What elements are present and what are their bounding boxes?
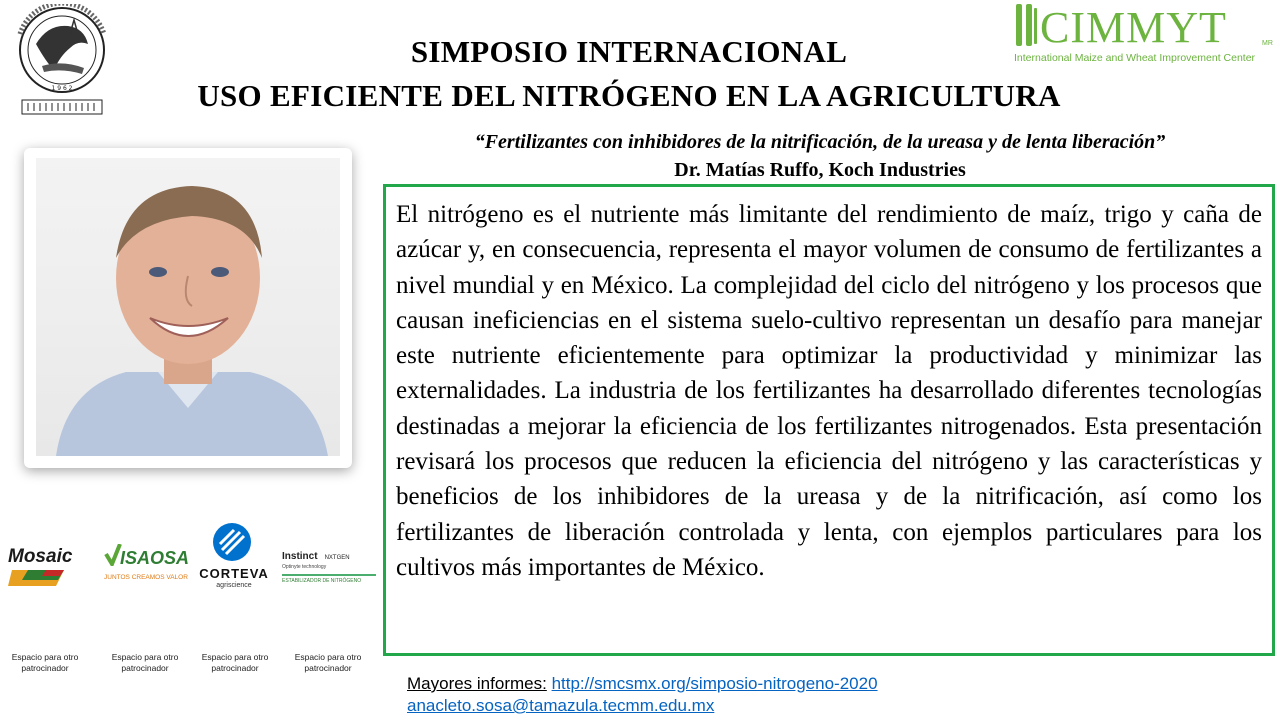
sponsor-corteva-logo bbox=[194, 522, 274, 592]
mosaic-stripes-icon bbox=[8, 568, 88, 588]
abstract-box bbox=[383, 184, 1275, 656]
instinct-badge: NXTGEN bbox=[324, 555, 350, 561]
title-line-2: USO EFICIENTE DEL NITRÓGENO EN LA AGRICULTURA bbox=[197, 78, 1061, 113]
cimmyt-registered-mark: MR bbox=[1262, 40, 1273, 47]
wheat-icon bbox=[1012, 2, 1040, 48]
sponsor-isaosa-logo bbox=[100, 544, 190, 586]
cimmyt-logo bbox=[1010, 2, 1276, 68]
sponsor-placeholder-3: Espacio para otro patrocinador bbox=[201, 652, 269, 673]
sponsor-placeholder-2: Espacio para otro patrocinador bbox=[111, 652, 179, 673]
mosaic-wordmark: Mosaic bbox=[8, 546, 73, 567]
cimmyt-subtitle: International Maize and Wheat Improvement Center bbox=[1014, 52, 1256, 64]
instinct-line-2: ESTABILIZADOR DE NITRÓGENO bbox=[282, 578, 362, 584]
speaker-photo bbox=[36, 158, 340, 456]
speaker-name: Dr. Matías Ruffo, Koch Industries bbox=[674, 159, 966, 181]
seal-year: 1 9 6 2 bbox=[51, 85, 73, 92]
corteva-wordmark: CORTEVA bbox=[199, 566, 269, 581]
speaker-photo-frame bbox=[24, 148, 352, 468]
footer-label: Mayores informes: bbox=[407, 674, 547, 693]
portrait-image bbox=[36, 158, 340, 456]
sponsor-mosaic-logo bbox=[8, 546, 92, 586]
corteva-subtitle: agriscience bbox=[216, 582, 252, 589]
instinct-wordmark: Instinct bbox=[282, 551, 318, 562]
footer-contact bbox=[407, 673, 878, 717]
abstract-text: El nitrógeno es el nutriente más limitante del rendimiento de maíz, trigo y caña de azúcar y, en consecuencia, representa el mayor volumen de consumo de fertilizantes a nivel mundial y en México. La complejidad del ciclo del nitrógeno y los procesos que causan ineficiencias en el sistema suelo-cultivo representan un desafío para manejar este nutriente eficientemente para optimizar la productividad y minimizar las externalidades. La industria de los fertilizantes ha desarrollado diferentes tecnologías destinadas a mejorar la eficiencia de los fertilizantes nitrogenados. Esta presentación revisará los procesos que reducen la eficiencia del nitrógeno y las características y beneficios de los inhibidores de la ureasa y de la nitrificación, así como los fertilizantes de liberación controlada y lenta, con ejemplos particulares para los cultivos más importantes de México. bbox=[396, 201, 1262, 581]
talk-title: “Fertilizantes con inhibidores de la nitrificación, de la ureasa y de lenta liberación” bbox=[474, 131, 1166, 153]
isaosa-wordmark: ISAOSA bbox=[120, 548, 190, 568]
instinct-line-1: Optinyte technology bbox=[282, 564, 327, 570]
footer-url-link[interactable]: http://smcsmx.org/simposio-nitrogeno-2020 bbox=[551, 674, 878, 693]
sponsor-placeholder-1: Espacio para otro patrocinador bbox=[11, 652, 79, 673]
cimmyt-wordmark: CIMMYT bbox=[1040, 3, 1227, 52]
title-line-1: SIMPOSIO INTERNACIONAL bbox=[410, 34, 848, 69]
corteva-symbol-icon bbox=[212, 522, 252, 562]
isaosa-tagline: JUNTOS CREAMOS VALOR bbox=[104, 574, 188, 581]
sponsor-instinct-logo bbox=[282, 546, 378, 586]
footer-email-link[interactable]: anacleto.sosa@tamazula.tecmm.edu.mx bbox=[407, 696, 715, 715]
sponsor-placeholder-4: Espacio para otro patrocinador bbox=[294, 652, 362, 673]
instinct-divider bbox=[282, 574, 376, 576]
